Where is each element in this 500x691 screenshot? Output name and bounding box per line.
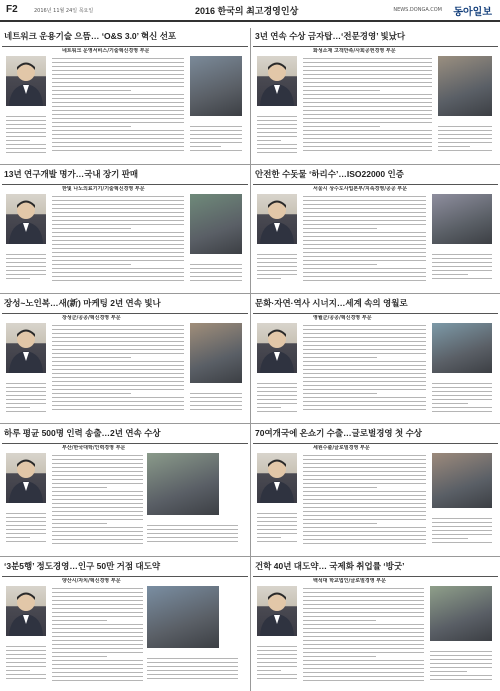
article-subhead: 화성소재 고객만족/사회공헌경영 부문: [313, 48, 396, 54]
article[interactable]: [2, 558, 248, 691]
row-divider: [0, 293, 500, 294]
article-body-text: [6, 254, 46, 282]
article-body-text: [430, 651, 492, 683]
article-headline[interactable]: 장성~노인복…새(新) 마케팅 2년 연속 빛나: [4, 298, 161, 308]
article-body-text: [303, 58, 432, 154]
article-body-text: [147, 525, 238, 545]
article-subhead: 양산시/자치/혁신경영 부문: [62, 578, 121, 584]
article-headline[interactable]: 안전한 수돗물 ‘하리수’…ISO22000 인증: [255, 169, 404, 179]
issue-date: 2016년 11월 24일 목요일: [34, 8, 94, 14]
article-photo: [147, 453, 219, 515]
headline-rule: [253, 184, 498, 185]
article[interactable]: [2, 166, 248, 291]
article-headline[interactable]: 3년 연속 수상 금자탑…‘전문경영’ 빛났다: [255, 31, 406, 41]
portrait-photo: [6, 586, 46, 636]
article-body-text: [257, 646, 297, 682]
article-photo: [190, 56, 242, 116]
article-photo: [438, 56, 492, 116]
article[interactable]: [253, 558, 498, 691]
article-photo: [147, 586, 219, 648]
article-subhead: 부산/한국대학/인력경영 부문: [62, 445, 126, 451]
row-divider: [0, 556, 500, 557]
article-body-text: [257, 383, 297, 415]
article-photo: [432, 453, 492, 508]
article-subhead: 세원수출/글로벌경영 부문: [313, 445, 370, 451]
headline-rule: [2, 576, 248, 577]
headline-rule: [2, 313, 248, 314]
article[interactable]: [253, 295, 498, 421]
article-body-text: [432, 383, 492, 415]
article-body-text: [257, 254, 297, 282]
article-subhead: 백석대 학교법인/글로벌경영 부문: [313, 578, 386, 584]
portrait-photo: [6, 56, 46, 106]
article-headline[interactable]: 네트워크 운용기술 으뜸… ‘O&S 3.0’ 혁신 선포: [4, 31, 177, 41]
article-body-text: [438, 126, 492, 154]
article-body-text: [190, 393, 242, 413]
portrait-photo: [6, 194, 46, 244]
article[interactable]: [2, 425, 248, 554]
article-body-text: [190, 264, 242, 284]
row-divider: [0, 423, 500, 424]
article[interactable]: [253, 28, 498, 162]
article-subhead: 네트워크 운영서비스/기술혁신경영 부문: [62, 48, 150, 54]
article-subhead: 서울시 상수도사업본부/지속경영/공공 부문: [313, 186, 408, 192]
article-body-text: [52, 455, 143, 547]
headline-rule: [2, 443, 248, 444]
article-headline[interactable]: 건학 40년 대도약… 국제화 취업률 ‘방굿’: [255, 561, 405, 571]
headline-rule: [253, 313, 498, 314]
headline-rule: [2, 46, 248, 47]
article-headline[interactable]: 13년 연구개발 명가…국내 장기 판매: [4, 169, 139, 179]
section-title: 2016 한국의 최고경영인상: [195, 6, 299, 16]
site-url: NEWS.DONGA.COM: [393, 7, 442, 13]
article-photo: [432, 194, 492, 244]
article-body-text: [52, 325, 184, 413]
column-divider: [250, 28, 251, 691]
article-photo: [190, 323, 242, 383]
article-body-text: [303, 196, 426, 284]
article-body-text: [52, 196, 184, 284]
article-subhead: 영월군/공공/혁신경영 부문: [313, 315, 372, 321]
article-body-text: [432, 254, 492, 282]
headline-rule: [253, 576, 498, 577]
article-body-text: [6, 646, 46, 682]
article[interactable]: [253, 425, 498, 554]
article-body-text: [303, 588, 424, 684]
article-body-text: [257, 513, 297, 545]
article-body-text: [190, 126, 242, 154]
article-body-text: [303, 455, 426, 547]
article-body-text: [6, 383, 46, 415]
article-headline[interactable]: 70여개국에 온쇼기 수출…글로벌경영 첫 수상: [255, 428, 422, 438]
article-body-text: [147, 658, 238, 682]
article-subhead: 한빛 나노의료기기/기술혁신경영 부문: [62, 186, 145, 192]
article-photo: [430, 586, 492, 641]
portrait-photo: [257, 56, 297, 106]
article[interactable]: [253, 166, 498, 291]
headline-rule: [2, 184, 248, 185]
article-headline[interactable]: 하루 평균 500명 인력 송출…2년 연속 수상: [4, 428, 161, 438]
article-headline[interactable]: ‘3분5행’ 정도경영…인구 50만 거점 대도약: [4, 561, 161, 571]
portrait-photo: [257, 194, 297, 244]
portrait-photo: [257, 586, 297, 636]
article[interactable]: [2, 295, 248, 421]
portrait-photo: [6, 323, 46, 373]
article-photo: [190, 194, 242, 254]
article-body-text: [303, 325, 426, 413]
row-divider: [0, 164, 500, 165]
article-body-text: [432, 518, 492, 546]
article-photo: [432, 323, 492, 373]
article-headline[interactable]: 문화·자연·역사 시너지…세계 속의 영월로: [255, 298, 408, 308]
article[interactable]: [2, 28, 248, 162]
article-body-text: [52, 588, 143, 684]
newspaper-logo: 동아일보: [453, 7, 492, 18]
portrait-photo: [6, 453, 46, 503]
portrait-photo: [257, 453, 297, 503]
article-body-text: [257, 116, 297, 156]
portrait-photo: [257, 323, 297, 373]
headline-rule: [253, 46, 498, 47]
headline-rule: [253, 443, 498, 444]
page-number: F2: [6, 4, 18, 15]
article-body-text: [6, 116, 46, 156]
article-body-text: [6, 513, 46, 545]
page-header: [0, 0, 500, 22]
article-subhead: 장성군/공공/혁신경영 부문: [62, 315, 121, 321]
article-body-text: [52, 58, 184, 154]
